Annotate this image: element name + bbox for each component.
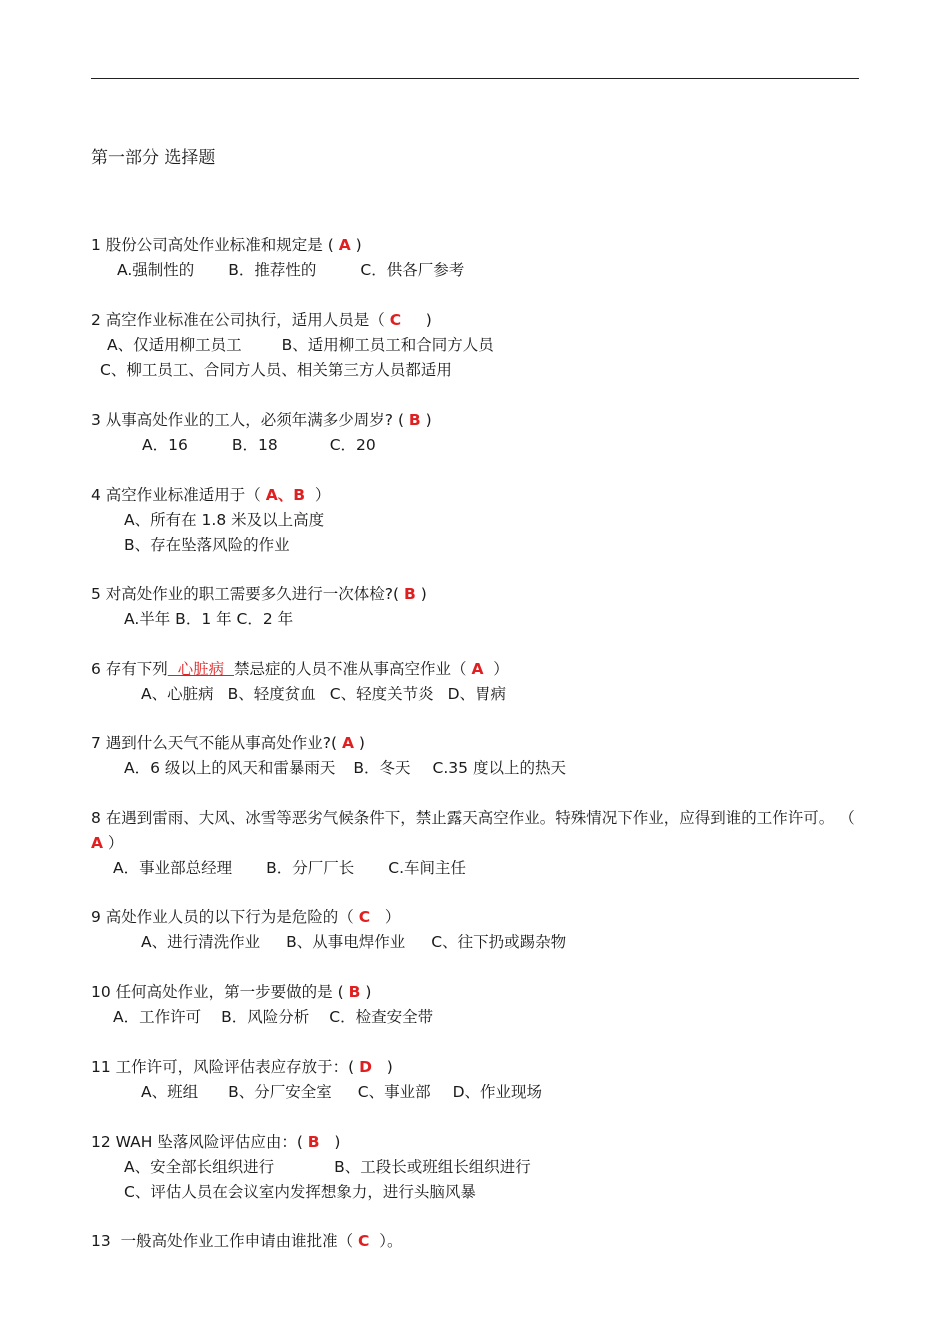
options-row bbox=[91, 682, 861, 707]
question-5 bbox=[91, 582, 861, 632]
answer: A bbox=[471, 660, 484, 678]
option-d: D、胃病 bbox=[447, 685, 507, 703]
question-8 bbox=[91, 806, 861, 881]
option-c: C．检查安全带 bbox=[329, 1008, 434, 1026]
question-stem: 10 任何高处作业，第一步要做的是 ( B ) bbox=[91, 983, 372, 1001]
options-row bbox=[91, 1080, 861, 1105]
answer: A bbox=[342, 734, 354, 752]
option-c: C、事业部 bbox=[357, 1083, 431, 1101]
option-a: A．工作许可 bbox=[113, 1008, 202, 1026]
answer: C bbox=[389, 311, 402, 329]
options-row bbox=[91, 930, 861, 955]
question-stem: 4 高空作业标准适用于（ A、B ） bbox=[91, 486, 331, 504]
option-b: B．18 bbox=[231, 436, 278, 454]
question-2 bbox=[91, 308, 861, 383]
option-b: B．风险分析 bbox=[221, 1008, 310, 1026]
header-rule bbox=[91, 78, 859, 79]
options-row bbox=[91, 607, 861, 632]
option-a: A、班组 bbox=[141, 1083, 199, 1101]
options-text: A.半年 B．1 年 C．2 年 bbox=[124, 610, 294, 628]
answer: A bbox=[338, 236, 351, 254]
question-10 bbox=[91, 980, 861, 1030]
question-stem: 6 存有下列 心脏病 禁忌症的人员不准从事高空作业（ A ） bbox=[91, 660, 509, 678]
options-row bbox=[91, 533, 861, 558]
question-3 bbox=[91, 408, 861, 458]
answer: B bbox=[404, 585, 416, 603]
question-stem: 3 从事高处作业的工人，必须年满多少周岁? ( B ) bbox=[91, 411, 432, 429]
option-b: B、存在坠落风险的作业 bbox=[124, 536, 290, 554]
options-row bbox=[91, 358, 861, 383]
option-b: B、分厂安全室 bbox=[228, 1083, 332, 1101]
answer: C bbox=[358, 908, 371, 926]
question-4 bbox=[91, 483, 861, 558]
question-13 bbox=[91, 1229, 861, 1254]
option-b: B、工段长或班组长组织进行 bbox=[334, 1158, 531, 1176]
options-row bbox=[91, 508, 861, 533]
question-stem: 5 对高处作业的职工需要多久进行一次体检?( B ) bbox=[91, 585, 427, 603]
answer: D bbox=[359, 1058, 373, 1076]
answer: B bbox=[348, 983, 361, 1001]
answer: B bbox=[307, 1133, 320, 1151]
option-d: D、作业现场 bbox=[452, 1083, 543, 1101]
option-a: A．6 级以上的风天和雷暴雨天 bbox=[124, 759, 336, 777]
option-c: C、评估人员在会议室内发挥想象力，进行头脑风暴 bbox=[124, 1183, 476, 1201]
option-b: B．冬天 bbox=[353, 759, 411, 777]
option-c: C．供各厂参考 bbox=[360, 261, 465, 279]
answer: A、B bbox=[265, 486, 306, 504]
blank-fill: 心脏病 bbox=[167, 660, 235, 678]
question-stem: 11 工作许可，风险评估表应存放于：( D ) bbox=[91, 1058, 393, 1076]
option-b: B．分厂厂长 bbox=[266, 859, 355, 877]
question-stem: 13 一般高处作业工作申请由谁批准（ C ）。 bbox=[91, 1232, 403, 1250]
question-6 bbox=[91, 657, 861, 707]
options-row bbox=[91, 333, 861, 358]
question-stem: 1 股份公司高处作业标准和规定是 ( A ) bbox=[91, 236, 362, 254]
option-c: C.车间主任 bbox=[388, 859, 467, 877]
option-c: C．20 bbox=[329, 436, 376, 454]
answer: B bbox=[408, 411, 421, 429]
question-12 bbox=[91, 1130, 861, 1205]
options-row bbox=[91, 1180, 861, 1205]
option-b: B、从事电焊作业 bbox=[286, 933, 406, 951]
question-stem: 12 WAH 坠落风险评估应由：( B ) bbox=[91, 1133, 341, 1151]
question-9 bbox=[91, 905, 861, 955]
question-11 bbox=[91, 1055, 861, 1105]
option-a: A、进行清洗作业 bbox=[141, 933, 261, 951]
option-c: C、柳工员工、合同方人员、相关第三方人员都适用 bbox=[100, 361, 452, 379]
option-b: B、轻度贫血 bbox=[227, 685, 316, 703]
option-a: A．16 bbox=[142, 436, 188, 454]
answer: A bbox=[91, 834, 103, 852]
option-a: A.强制性的 bbox=[117, 261, 195, 279]
question-stem: 2 高空作业标准在公司执行，适用人员是（ C ) bbox=[91, 311, 432, 329]
option-c: C、轻度关节炎 bbox=[329, 685, 434, 703]
question-stem: 7 遇到什么天气不能从事高处作业?( A ) bbox=[91, 734, 365, 752]
options-row bbox=[91, 856, 861, 881]
option-a: A、心脏病 bbox=[141, 685, 214, 703]
question-1 bbox=[91, 233, 861, 283]
options-row bbox=[91, 433, 861, 458]
option-c: C.35 度以上的热天 bbox=[432, 759, 566, 777]
section-title: 第一部分 选择题 bbox=[91, 148, 216, 168]
options-row bbox=[91, 756, 861, 781]
options-row bbox=[91, 1005, 861, 1030]
option-c: C、往下扔或踢杂物 bbox=[431, 933, 567, 951]
question-stem: 8 在遇到雷雨、大风、冰雪等恶劣气候条件下，禁止露天高空作业。特殊情况下作业，应得到谁的工作许可。 （ A ） bbox=[91, 809, 855, 852]
answer: C bbox=[358, 1232, 370, 1250]
option-a: A．事业部总经理 bbox=[113, 859, 233, 877]
option-b: B．推荐性的 bbox=[228, 261, 317, 279]
option-a: A、所有在 1.8 米及以上高度 bbox=[124, 511, 325, 529]
question-stem: 9 高处作业人员的以下行为是危险的（ C ） bbox=[91, 908, 401, 926]
question-7 bbox=[91, 731, 861, 781]
option-b: B、适用柳工员工和合同方人员 bbox=[281, 336, 494, 354]
options-row bbox=[91, 258, 861, 283]
options-row bbox=[91, 1155, 861, 1180]
option-a: A、安全部长组织进行 bbox=[124, 1158, 275, 1176]
option-a: A、仅适用柳工员工 bbox=[107, 336, 242, 354]
